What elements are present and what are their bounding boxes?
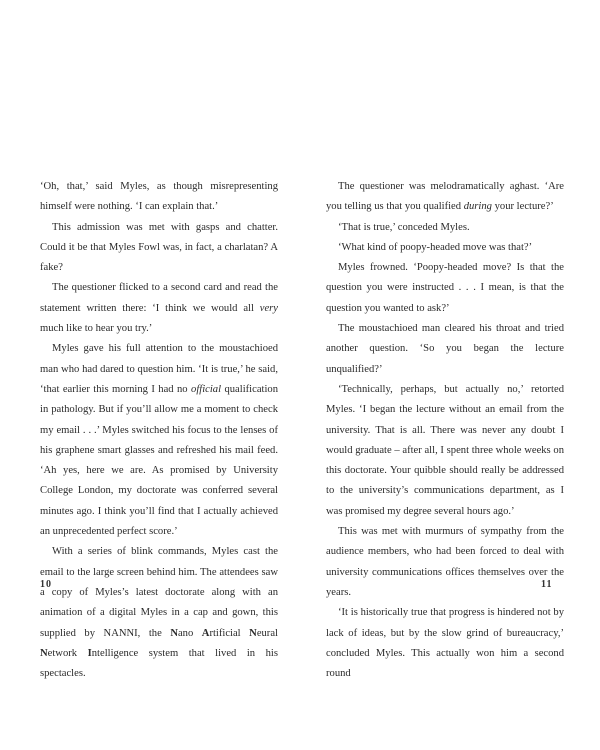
- paragraph-text: qualification in pathology. But if you’ll allow me a moment to check my email . . .’ Myles switched his focus to the lenses of his graphene smart glasses and refreshed his mail feed. ‘Ah yes, here we are. As promised by University College London, my doctorate was conferred several minutes ago. I think you’ll find that I actually achieved an unprecedented perfect score.’: [40, 383, 279, 538]
- right-page: [326, 177, 564, 684]
- paragraph: [40, 339, 278, 542]
- emphasis-text: during: [463, 201, 492, 213]
- paragraph-text: your lecture?’: [491, 201, 554, 213]
- paragraph-text: ‘Technically, perhaps, but actually no,’ retorted Myles. ‘I began the lecture without an email from the university. That is all. There was never any doubt I would graduate – after all, I spent three whole weeks on this doctorate. Your quibble should really be addressed to the university’s communications department, as I was promised my degree several hours ago.’: [326, 383, 564, 517]
- acronym-letter: N: [40, 647, 48, 659]
- paragraph: [326, 522, 564, 603]
- paragraph-text: ntelligence system that lived in his spectacles.: [40, 647, 279, 680]
- paragraph-text: eural: [256, 627, 278, 639]
- acronym-letter: I: [87, 647, 92, 659]
- paragraph: [326, 258, 564, 319]
- paragraph: [40, 542, 278, 684]
- paragraph-text: etwork: [47, 647, 88, 659]
- acronym-letter: N: [249, 627, 257, 639]
- paragraph-text: ano: [177, 627, 202, 639]
- page-number-left: 10: [40, 579, 52, 590]
- paragraph: [326, 177, 564, 218]
- paragraph-text: With a series of blink commands, Myles cast the email to the large screen behind him. The attendees saw a copy of Myles’s latest doctorate along with an animation of a digital Myles in a cap and gown, this supplied by NANNI, the: [40, 546, 278, 639]
- page-number-right: 11: [541, 579, 553, 590]
- emphasis-text: very: [259, 302, 278, 314]
- paragraph-text: ‘What kind of poopy-headed move was that?’: [338, 241, 533, 253]
- paragraph: [40, 218, 278, 279]
- paragraph-text: ‘Oh, that,’ said Myles, as though misrepresenting himself were nothing. ‘I can explain that.’: [40, 181, 278, 213]
- paragraph: [326, 319, 564, 380]
- paragraph: [326, 380, 564, 522]
- paragraph: [40, 177, 278, 218]
- paragraph-text: much like to hear you try.’: [40, 323, 153, 335]
- paragraph-text: Myles frowned. ‘Poopy-headed move? Is that the question you were instructed . . . I mean, is that the question you wanted to ask?’: [326, 262, 564, 314]
- emphasis-text: official: [191, 383, 222, 395]
- paragraph: [326, 218, 564, 238]
- paragraph-text: Myles gave his full attention to the moustachioed man who had dared to question him. ‘It is true,’ he said, ‘that earlier this morning I had no: [40, 343, 278, 395]
- acronym-letter: N: [170, 627, 178, 639]
- paragraph-text: This admission was met with gasps and chatter. Could it be that Myles Fowl was, in fact, a charlatan? A fake?: [40, 221, 278, 274]
- left-page: [40, 177, 278, 684]
- paragraph-text: This was met with murmurs of sympathy from the audience members, who had been forced to deal with university communications offices themselves over the years.: [326, 526, 564, 598]
- paragraph: [40, 278, 278, 339]
- paragraph-text: rtificial: [209, 627, 250, 639]
- paragraph-text: The moustachioed man cleared his throat and tried another question. ‘So you began the lecture unqualified?’: [326, 323, 564, 375]
- paragraph-text: ‘It is historically true that progress is hindered not by lack of ideas, but by the slow grind of bureaucracy,’ concluded Myles. This actually won him a second round: [326, 607, 564, 680]
- paragraph-text: ‘That is true,’ conceded Myles.: [338, 221, 470, 233]
- paragraph: [326, 238, 564, 258]
- paragraph: [326, 603, 564, 684]
- paragraph-text: The questioner was melodramatically aghast. ‘Are you telling us that you qualified: [326, 181, 564, 213]
- paragraph-text: The questioner flicked to a second card and read the statement written there: ‘I think we would all: [40, 282, 278, 314]
- acronym-letter: A: [201, 627, 210, 639]
